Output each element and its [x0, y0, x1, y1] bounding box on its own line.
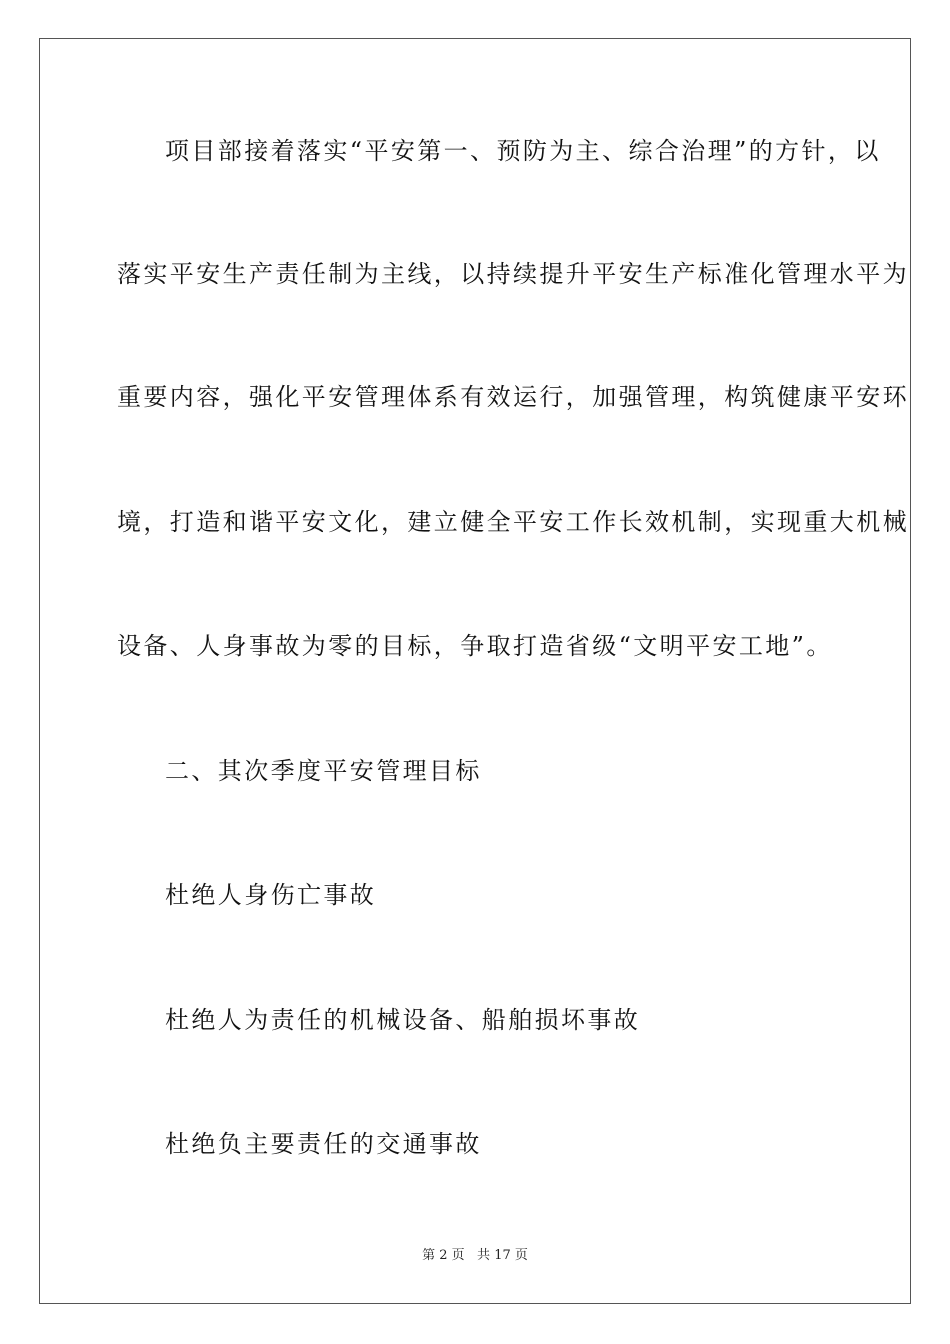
paragraph-line: 重要内容，强化平安管理体系有效运行，加强管理，构筑健康平安环	[117, 383, 909, 411]
paragraph-line: 境，打造和谐平安文化，建立健全平安工作长效机制，实现重大机械	[117, 508, 909, 536]
page-number-footer: 第 2 页 共 17 页	[422, 1248, 528, 1263]
paragraph-line: 落实平安生产责任制为主线，以持续提升平安生产标准化管理水平为	[117, 260, 909, 288]
page-border	[39, 38, 911, 1304]
paragraph-line: 项目部接着落实“平安第一、预防为主、综合治理”的方针，以	[165, 137, 881, 165]
goal-item: 杜绝负主要责任的交通事故	[165, 1130, 482, 1158]
goal-item: 杜绝人身伤亡事故	[165, 881, 377, 909]
paragraph-line: 设备、人身事故为零的目标，争取打造省级“文明平安工地”。	[117, 632, 833, 660]
goal-item: 杜绝人为责任的机械设备、船舶损坏事故	[165, 1006, 641, 1034]
section-heading: 二、其次季度平安管理目标	[165, 757, 482, 785]
